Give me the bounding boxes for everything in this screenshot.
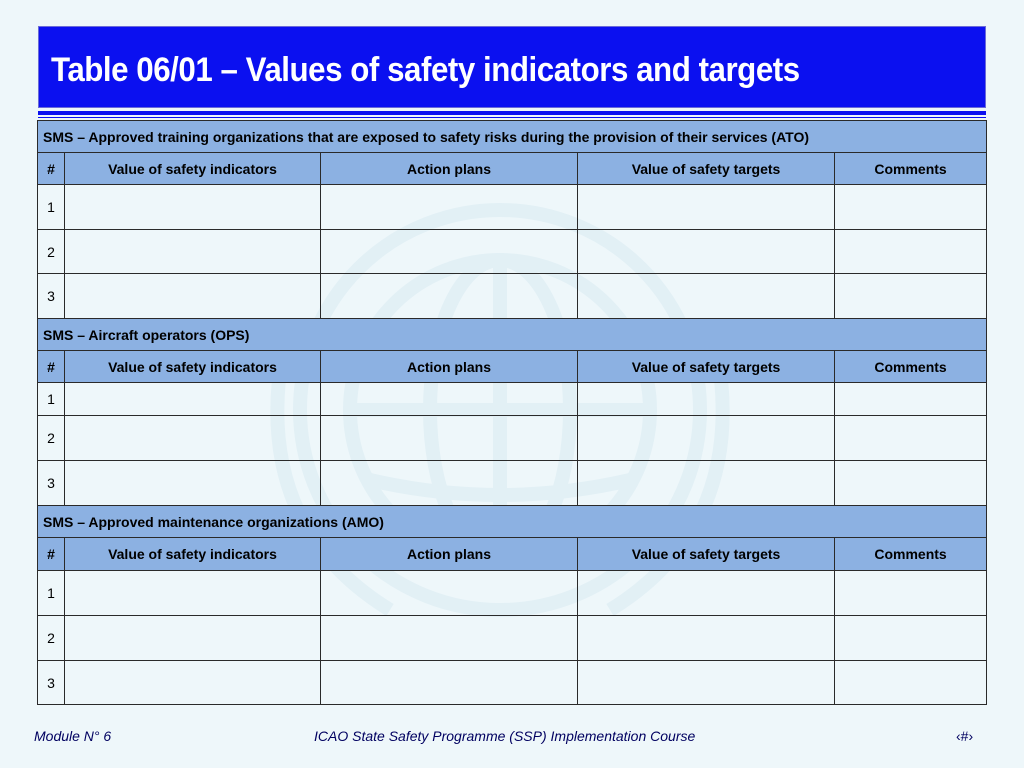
cell-target-value[interactable]: [578, 616, 835, 661]
footer-module: Module N° 6: [34, 728, 112, 744]
col-header-action-plans: Action plans: [321, 351, 578, 383]
col-header-indicators: Value of safety indicators: [65, 538, 321, 571]
row-number: 3: [38, 461, 65, 506]
col-header-comments: Comments: [835, 153, 987, 185]
cell-action-plan[interactable]: [321, 416, 578, 461]
cell-indicator-value[interactable]: [65, 616, 321, 661]
cell-indicator-value[interactable]: [65, 416, 321, 461]
col-header-targets: Value of safety targets: [578, 153, 835, 185]
table-row: [38, 274, 987, 319]
cell-action-plan[interactable]: [321, 661, 578, 705]
cell-comment[interactable]: [835, 383, 987, 416]
cell-comment[interactable]: [835, 461, 987, 506]
cell-action-plan[interactable]: [321, 185, 578, 230]
cell-target-value[interactable]: [578, 230, 835, 274]
table-row: [38, 661, 987, 705]
cell-indicator-value[interactable]: [65, 571, 321, 616]
col-header-number: #: [38, 538, 65, 571]
section-header-amo: [38, 506, 987, 538]
cell-comment[interactable]: [835, 274, 987, 319]
col-header-comments: Comments: [835, 538, 987, 571]
cell-comment[interactable]: [835, 661, 987, 705]
cell-indicator-value[interactable]: [65, 461, 321, 506]
table-row: [38, 383, 987, 416]
section-title: SMS – Approved training organizations that are exposed to safety risks during the provision of their services (ATO): [38, 121, 987, 153]
section-title: SMS – Approved maintenance organizations (AMO): [38, 506, 987, 538]
cell-indicator-value[interactable]: [65, 230, 321, 274]
col-header-targets: Value of safety targets: [578, 538, 835, 571]
cell-target-value[interactable]: [578, 461, 835, 506]
section-header-ops: [38, 319, 987, 351]
table-row: [38, 616, 987, 661]
cell-indicator-value[interactable]: [65, 383, 321, 416]
cell-action-plan[interactable]: [321, 274, 578, 319]
row-number: 2: [38, 616, 65, 661]
row-number: 1: [38, 571, 65, 616]
cell-comment[interactable]: [835, 185, 987, 230]
title-underline-thin: [38, 117, 986, 118]
cell-target-value[interactable]: [578, 185, 835, 230]
section-header-ato: [38, 121, 987, 153]
table-row: [38, 230, 987, 274]
cell-target-value[interactable]: [578, 274, 835, 319]
cell-comment[interactable]: [835, 616, 987, 661]
cell-target-value[interactable]: [578, 383, 835, 416]
column-header-row: [38, 538, 987, 571]
cell-action-plan[interactable]: [321, 616, 578, 661]
row-number: 2: [38, 416, 65, 461]
cell-indicator-value[interactable]: [65, 274, 321, 319]
row-number: 1: [38, 383, 65, 416]
cell-action-plan[interactable]: [321, 461, 578, 506]
safety-indicators-table: [37, 120, 987, 705]
footer-page-number: ‹#›: [956, 728, 974, 744]
cell-target-value[interactable]: [578, 416, 835, 461]
table-row: [38, 571, 987, 616]
row-number: 2: [38, 230, 65, 274]
cell-comment[interactable]: [835, 571, 987, 616]
col-header-number: #: [38, 153, 65, 185]
cell-action-plan[interactable]: [321, 230, 578, 274]
col-header-indicators: Value of safety indicators: [65, 153, 321, 185]
title-bar: [38, 26, 986, 108]
section-title: SMS – Aircraft operators (OPS): [38, 319, 987, 351]
col-header-number: #: [38, 351, 65, 383]
row-number: 1: [38, 185, 65, 230]
page-title: Table 06/01 – Values of safety indicators and targets: [51, 51, 800, 89]
col-header-indicators: Value of safety indicators: [65, 351, 321, 383]
col-header-action-plans: Action plans: [321, 538, 578, 571]
table-row: [38, 416, 987, 461]
row-number: 3: [38, 661, 65, 705]
column-header-row: [38, 153, 987, 185]
cell-comment[interactable]: [835, 416, 987, 461]
cell-action-plan[interactable]: [321, 383, 578, 416]
footer-course-title: ICAO State Safety Programme (SSP) Implementation Course: [314, 728, 696, 744]
cell-comment[interactable]: [835, 230, 987, 274]
column-header-row: [38, 351, 987, 383]
cell-target-value[interactable]: [578, 661, 835, 705]
col-header-action-plans: Action plans: [321, 153, 578, 185]
row-number: 3: [38, 274, 65, 319]
col-header-targets: Value of safety targets: [578, 351, 835, 383]
cell-action-plan[interactable]: [321, 571, 578, 616]
cell-indicator-value[interactable]: [65, 661, 321, 705]
col-header-comments: Comments: [835, 351, 987, 383]
cell-target-value[interactable]: [578, 571, 835, 616]
cell-indicator-value[interactable]: [65, 185, 321, 230]
title-underline-thick: [38, 111, 986, 115]
table-row: [38, 461, 987, 506]
table-row: [38, 185, 987, 230]
